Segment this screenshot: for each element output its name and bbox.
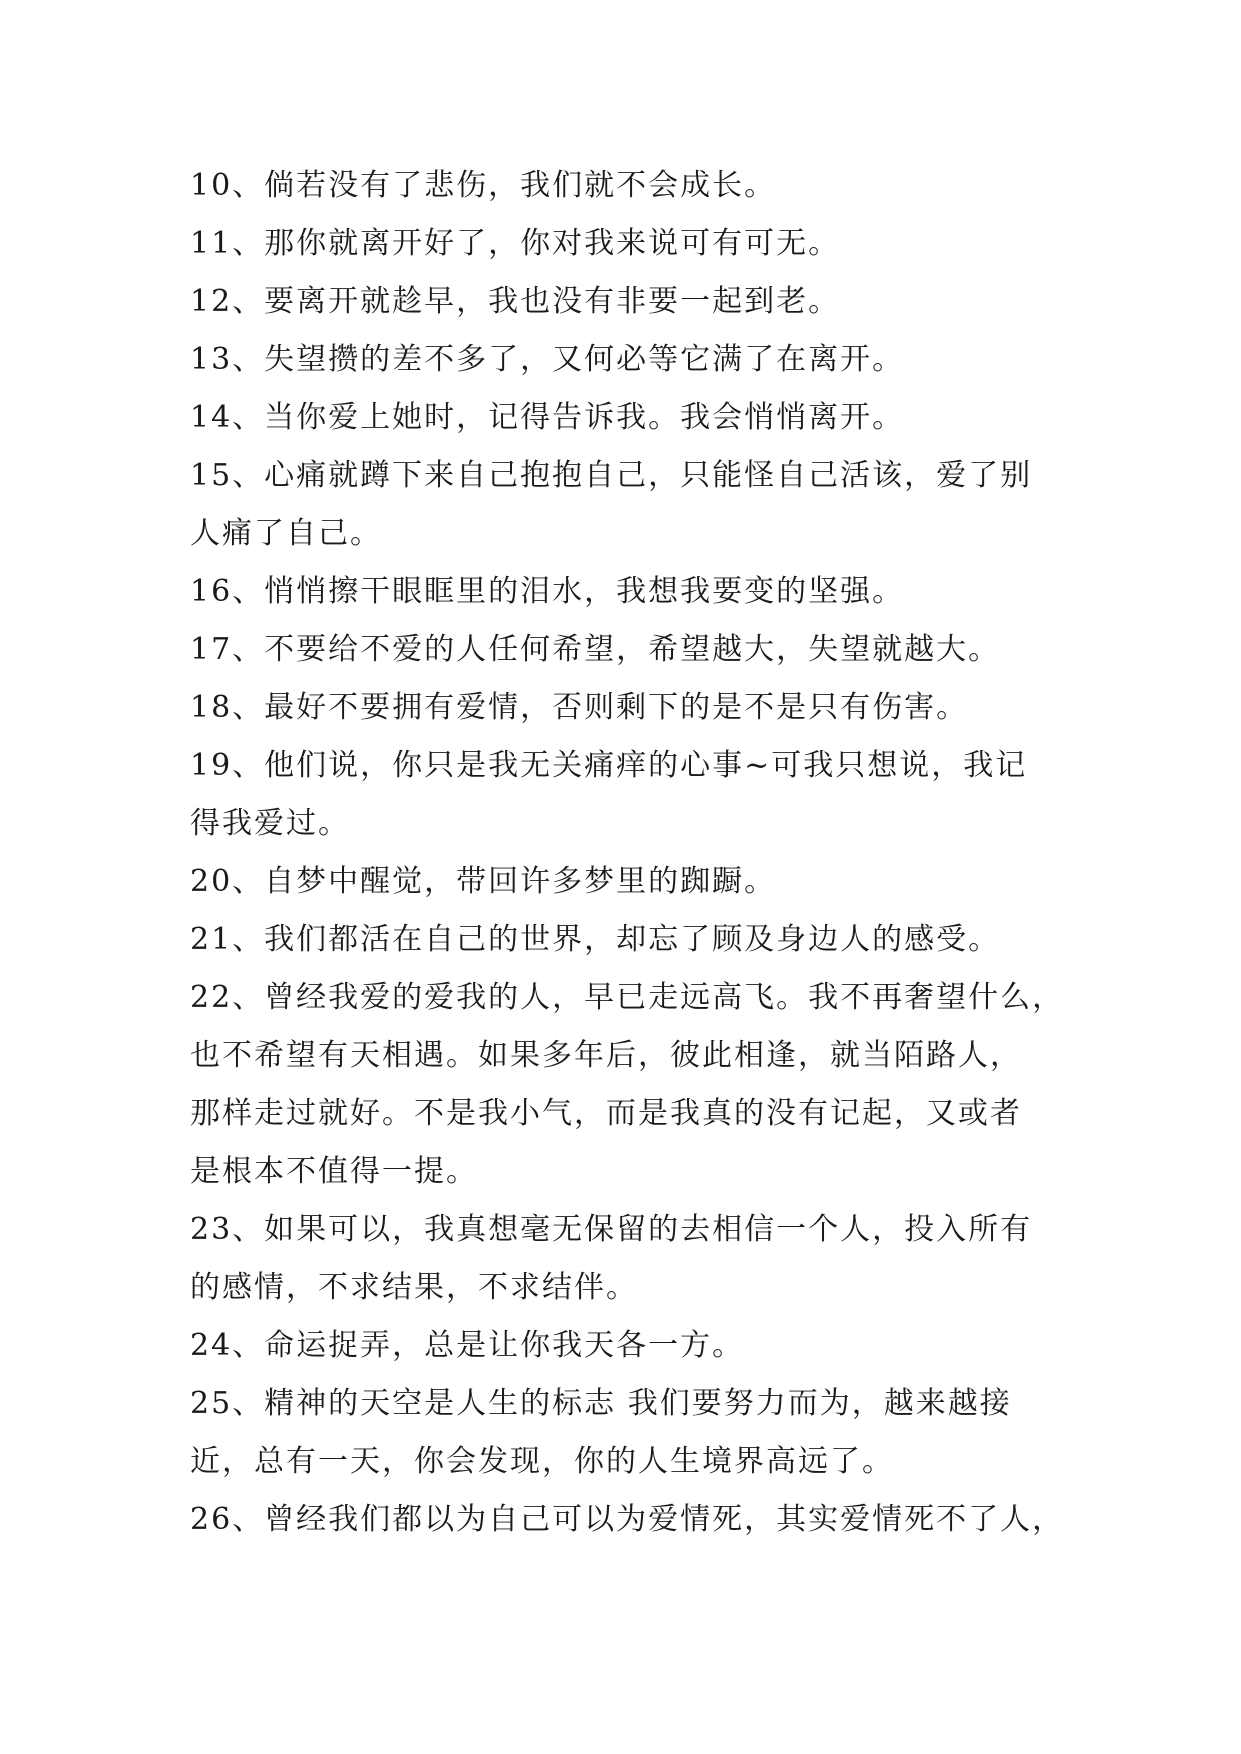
text-line: 11、那你就离开好了，你对我来说可有可无。 <box>190 226 841 261</box>
text-line: 17、不要给不爱的人任何希望，希望越大，失望就越大。 <box>190 632 1001 667</box>
text-line: 19、他们说，你只是我无关痛痒的心事~可我只想说，我记 <box>190 748 1028 783</box>
text-line: 的感情，不求结果，不求结伴。 <box>190 1270 638 1305</box>
text-line: 25、精神的天空是人生的标志 我们要努力而为，越来越接 <box>190 1386 1012 1421</box>
text-line: 是根本不值得一提。 <box>190 1154 478 1189</box>
text-line: 24、命运捉弄，总是让你我天各一方。 <box>190 1328 745 1363</box>
text-line: 18、最好不要拥有爱情，否则剩下的是不是只有伤害。 <box>190 690 969 725</box>
text-line: 人痛了自己。 <box>190 516 382 551</box>
text-line: 近，总有一天，你会发现，你的人生境界高远了。 <box>190 1444 894 1479</box>
text-line: 26、曾经我们都以为自己可以为爱情死，其实爱情死不了人， <box>190 1502 1065 1537</box>
text-line: 22、曾经我爱的爱我的人，早已走远高飞。我不再奢望什么， <box>190 980 1065 1015</box>
text-line: 23、如果可以，我真想毫无保留的去相信一个人，投入所有 <box>190 1212 1033 1247</box>
text-line: 15、心痛就蹲下来自己抱抱自己，只能怪自己活该，爱了别 <box>190 458 1033 493</box>
text-line: 得我爱过。 <box>190 806 350 841</box>
text-line: 13、失望攒的差不多了，又何必等它满了在离开。 <box>190 342 905 377</box>
text-line: 14、当你爱上她时，记得告诉我。我会悄悄离开。 <box>190 400 905 435</box>
text-line: 也不希望有天相遇。如果多年后，彼此相逢，就当陌路人， <box>190 1038 1022 1073</box>
text-line: 20、自梦中醒觉，带回许多梦里的踟蹰。 <box>190 864 777 899</box>
text-line: 12、要离开就趁早，我也没有非要一起到老。 <box>190 284 841 319</box>
text-line: 那样走过就好。不是我小气，而是我真的没有记起，又或者 <box>190 1096 1022 1131</box>
text-line: 16、悄悄擦干眼眶里的泪水，我想我要变的坚强。 <box>190 574 905 609</box>
document-body <box>190 157 1070 1549</box>
text-line: 21、我们都活在自己的世界，却忘了顾及身边人的感受。 <box>190 922 1001 957</box>
text-line: 10、倘若没有了悲伤，我们就不会成长。 <box>190 168 777 203</box>
